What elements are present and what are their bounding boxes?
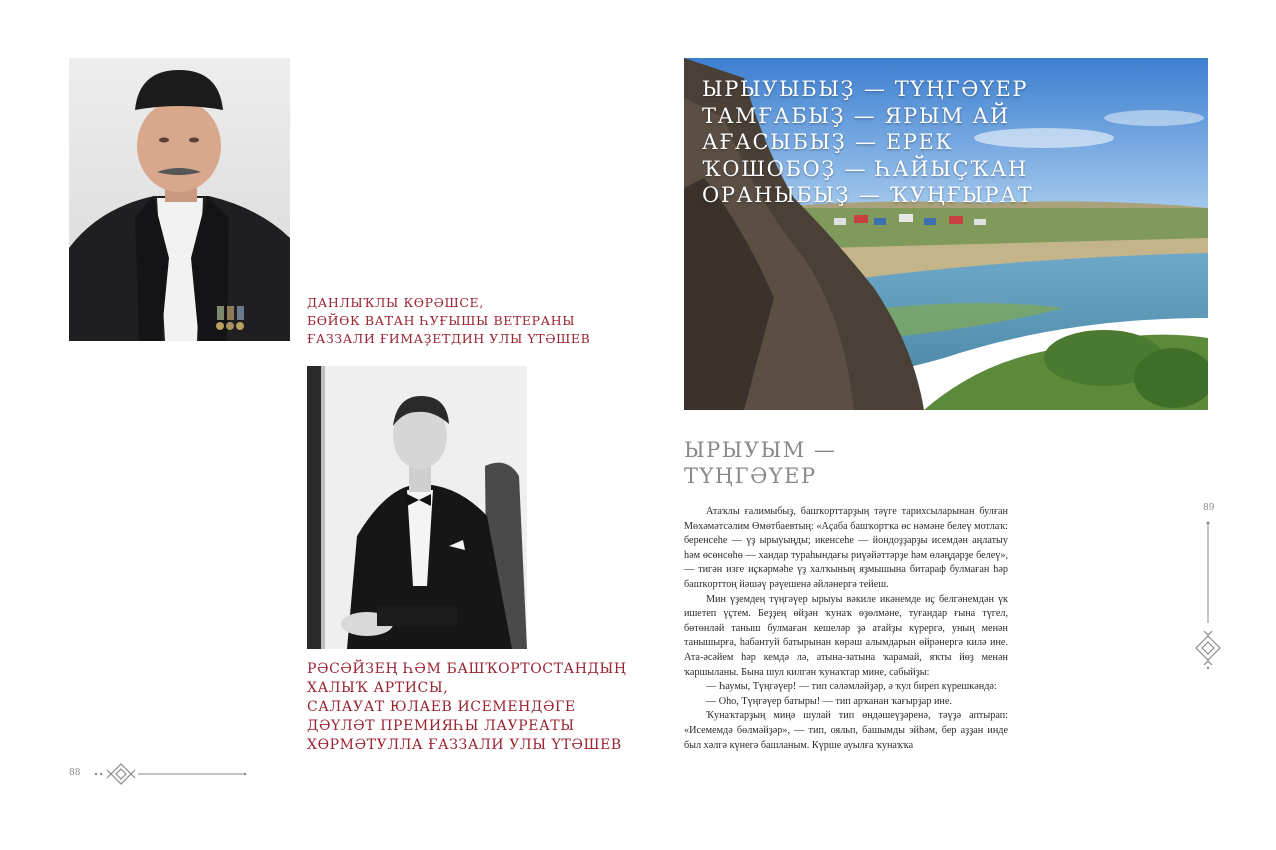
motto-line: ҠОШОБОҘ — ҺАЙЫҪҠАН	[702, 156, 1028, 181]
motto-line: АҒАСЫБЫҘ — ЕРЕК	[702, 130, 954, 154]
ornament-divider-icon	[93, 762, 248, 790]
clan-motto	[702, 76, 1033, 209]
article-body	[684, 505, 1008, 753]
caption-line: БӨЙӨК ВАТАН ҺУҒЫШЫ ВЕТЕРАНЫ	[307, 313, 576, 328]
page-number: 89	[1203, 503, 1215, 513]
motto-line: ЫРЫУЫБЫҘ — ТҮҢГӘҮЕР	[702, 77, 1029, 101]
paragraph: — Һаумы, Түңгәүер! — тип сәләмләйҙәр, ә ҡул биреп күрешкәндә:	[706, 681, 997, 693]
ornament-vertical-icon	[1194, 520, 1222, 674]
caption-artist	[307, 660, 627, 755]
paragraph: — Оһо, Түңгәүер батыры! — тип арҡанан ҡағырҙар ине.	[706, 695, 952, 707]
caption-line: РӘСӘЙЗЕҢ ҺӘМ БАШҠОРТОСТАНДЫҢ	[307, 661, 627, 677]
landscape-photo	[684, 58, 1208, 410]
caption-line: ДӘҮЛӘТ ПРЕМИЯҺЫ ЛАУРЕАТЫ	[307, 718, 575, 734]
caption-line: ҒАЗЗАЛИ ҒИМАҘЕТДИН УЛЫ ҮТӘШЕВ	[307, 331, 591, 346]
caption-veteran	[307, 294, 590, 348]
paragraph: Атаҡлы ғалимыбыҙ, башҡорттарҙың тәүге тарихсыларынан булған Мөхәмәтсәлим Өмөтбаевтың: «Аҫаба башҡортҡа өс нәмәне белеү мотлаҡ: беренсеһе — үҙ ырыуыңды; икенсеһе — йондоҙҙарҙы исемдән аңлатыу һәм өсөнсөһө — хандар тураһындағы риүәйәттәрҙе һәм өләңдәрҙе белеү», — тигән изге иҫкәрмәһе үҙ халҡының яҙмышына битараф булмаған һәр башҡорттоң йәшәү рәүешенә әйләнергә тейеш.	[684, 506, 1008, 590]
caption-line: ХӨРМӘТУЛЛА ҒАЗЗАЛИ УЛЫ ҮТӘШЕВ	[307, 737, 622, 753]
section-heading	[684, 437, 836, 489]
portrait-photo-veteran	[69, 58, 290, 341]
heading-line: ЫРЫУЫМ —	[684, 438, 837, 462]
paragraph: Мин үҙемдең түңгәүер ырыуы вәкиле икәнемде иҫ белгәнемдән үк ишетеп үҫтем. Беҙҙең өйҙән ҡунаҡ өҙөлмәне, туғандар ғына түгел, бөтөнләй таныш булмаған кешеләр ҙә атайҙы күрергә, уның менән танышырға, һабантуй батырынан көрәш алымдарын өйрәнергә килә ине. Ата-әсәйем һәр кемдә лә, атына-затына ҡарамай, яҡты йөҙ менән ҡаршыланы. Бына шул килгән ҡунаҡтар мине, сабыйҙы:	[684, 593, 1008, 678]
caption-line: САЛАУАТ ЮЛАЕВ ИСЕМЕНДӘГЕ	[307, 699, 576, 715]
paragraph: Ҡунаҡтарҙың миңә шулай тип өндәшеүҙәренә, тәүҙә аптырап: «Исемемдә бөлмәйҙәр», — тип, ояльп, башымды эйһәм, бер аҙҙан инде был хәлгә күнегә башланым. Күрше ауылға ҡунаҡҡа	[684, 710, 1008, 751]
right-page	[638, 0, 1276, 850]
caption-line: ДАНЛЫҠЛЫ КӨРӘШСЕ,	[307, 295, 484, 310]
heading-line: ТҮҢГӘҮЕР	[684, 464, 817, 488]
page-number: 88	[69, 768, 81, 778]
portrait-photo-artist	[307, 366, 527, 649]
caption-line: ХАЛЫҠ АРТИСЫ,	[307, 680, 449, 696]
motto-line: ОРАНЫБЫҘ — ҠУҢҒЫРАТ	[702, 183, 1034, 207]
motto-line: ТАМҒАБЫҘ — ЯРЫМ АЙ	[702, 103, 1010, 128]
